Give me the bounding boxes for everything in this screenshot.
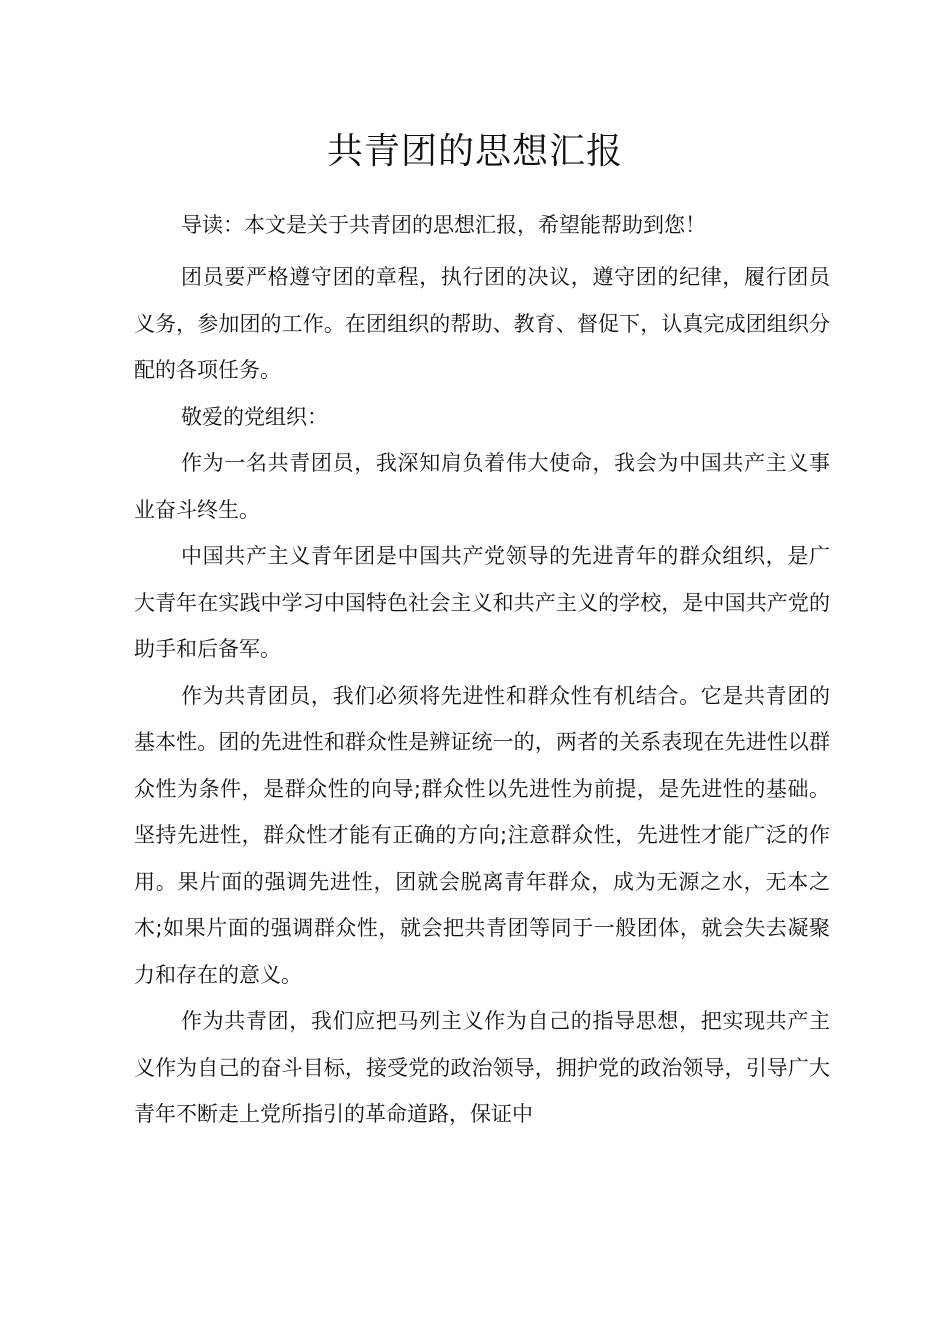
document-body xyxy=(134,254,830,1138)
body-paragraph: 团员要严格遵守团的章程，执行团的决议，遵守团的纪律，履行团员义务，参加团的工作。在团组织的帮助、教育、督促下，认真完成团组织分配的各项任务。 xyxy=(134,265,830,382)
body-paragraph: 作为共青团员，我们必须将先进性和群众性有机结合。它是共青团的基本性。团的先进性和群众性是辨证统一的，两者的关系表现在先进性以群众性为条件，是群众性的向导;群众性以先进性为前提，是先进性的基础。坚持先进性，群众性才能有正确的方向;注意群众性，先进性才能广泛的作用。果片面的强调先进性，团就会脱离青年群众，成为无源之水，无本之木;如果片面的强调群众性，就会把共青团等同于一般团体，就会失去凝聚力和存在的意义。 xyxy=(134,683,830,987)
body-paragraph: 作为一名共青团员，我深知肩负着伟大使命，我会为中国共产主义事业奋斗终生。 xyxy=(134,451,830,522)
salutation: 敬爱的党组织： xyxy=(181,404,328,429)
body-paragraph: 作为共青团，我们应把马列主义作为自己的指导思想，把实现共产主义作为自己的奋斗目标，接受党的政治领导，拥护党的政治领导，引导广大青年不断走上党所指引的革命道路，保证中 xyxy=(134,1009,830,1126)
document-title: 共青团的思想汇报 xyxy=(326,131,623,172)
body-paragraph: 中国共产主义青年团是中国共产党领导的先进青年的群众组织，是广大青年在实践中学习中国特色社会主义和共产主义的学校，是中国共产党的助手和后备军。 xyxy=(134,544,830,661)
intro-paragraph: 导读：本文是关于共青团的思想汇报，希望能帮助到您！ xyxy=(181,213,706,237)
